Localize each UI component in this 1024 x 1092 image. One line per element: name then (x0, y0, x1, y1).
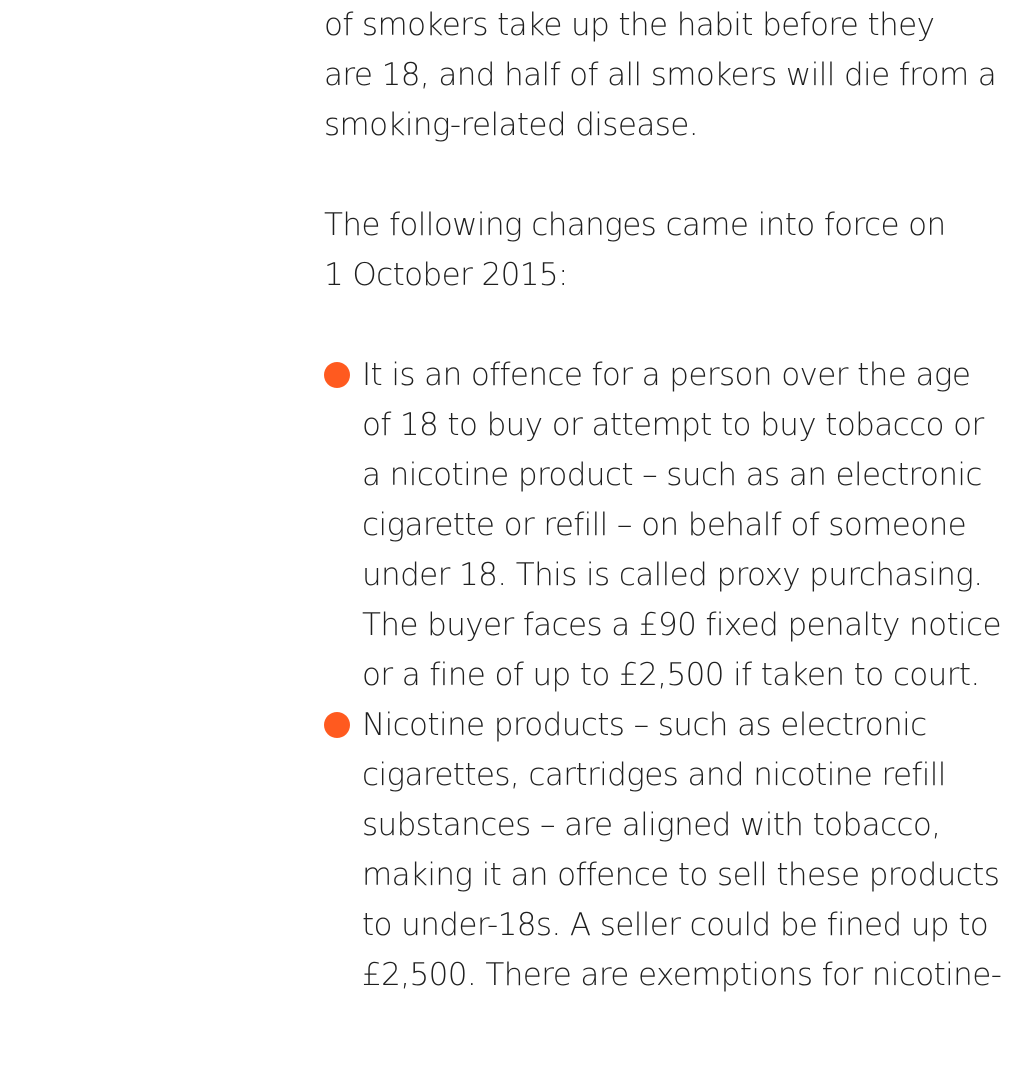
bullet-dot-icon (324, 712, 350, 738)
bullet-text-line: The buyer faces a £90 fixed penalty notice (362, 607, 1001, 643)
bullet-text-line: to under-18s. A seller could be fined up to (362, 907, 989, 943)
bullet-text-line: or a fine of up to £2,500 if taken to court. (362, 657, 980, 693)
bullet-text-line: substances – are aligned with tobacco, (362, 807, 941, 843)
bullet-text-line: It is an offence for a person over the age (362, 357, 971, 393)
bullet-item-nicotine-products (324, 700, 1014, 1000)
bullet-text-line: under 18. This is called proxy purchasing. (362, 557, 983, 593)
paragraph-spacer (324, 300, 1014, 350)
bullet-text-line: of 18 to buy or attempt to buy tobacco or (362, 407, 984, 443)
text-line: smoking-related disease. (324, 107, 699, 143)
body-text-column (324, 0, 1014, 1000)
bullet-text-line: making it an offence to sell these products (362, 857, 1000, 893)
changes-paragraph (324, 200, 1014, 300)
paragraph-spacer (324, 150, 1014, 200)
bullet-item-proxy-purchasing (324, 350, 1014, 700)
bullet-text-line: cigarettes, cartridges and nicotine refill (362, 757, 946, 793)
text-line: of smokers take up the habit before they (324, 7, 935, 43)
text-line: are 18, and half of all smokers will die from a (324, 57, 997, 93)
intro-paragraph (324, 0, 1014, 150)
text-line: 1 October 2015: (324, 257, 568, 293)
bullet-text-line: a nicotine product – such as an electronic (362, 457, 982, 493)
bullet-text-line: cigarette or refill – on behalf of someone (362, 507, 967, 543)
bullet-text-line: Nicotine products – such as electronic (362, 707, 927, 743)
text-line: The following changes came into force on (324, 207, 946, 243)
bullet-dot-icon (324, 362, 350, 388)
bullet-text-line: £2,500. There are exemptions for nicotine- (362, 957, 1002, 993)
